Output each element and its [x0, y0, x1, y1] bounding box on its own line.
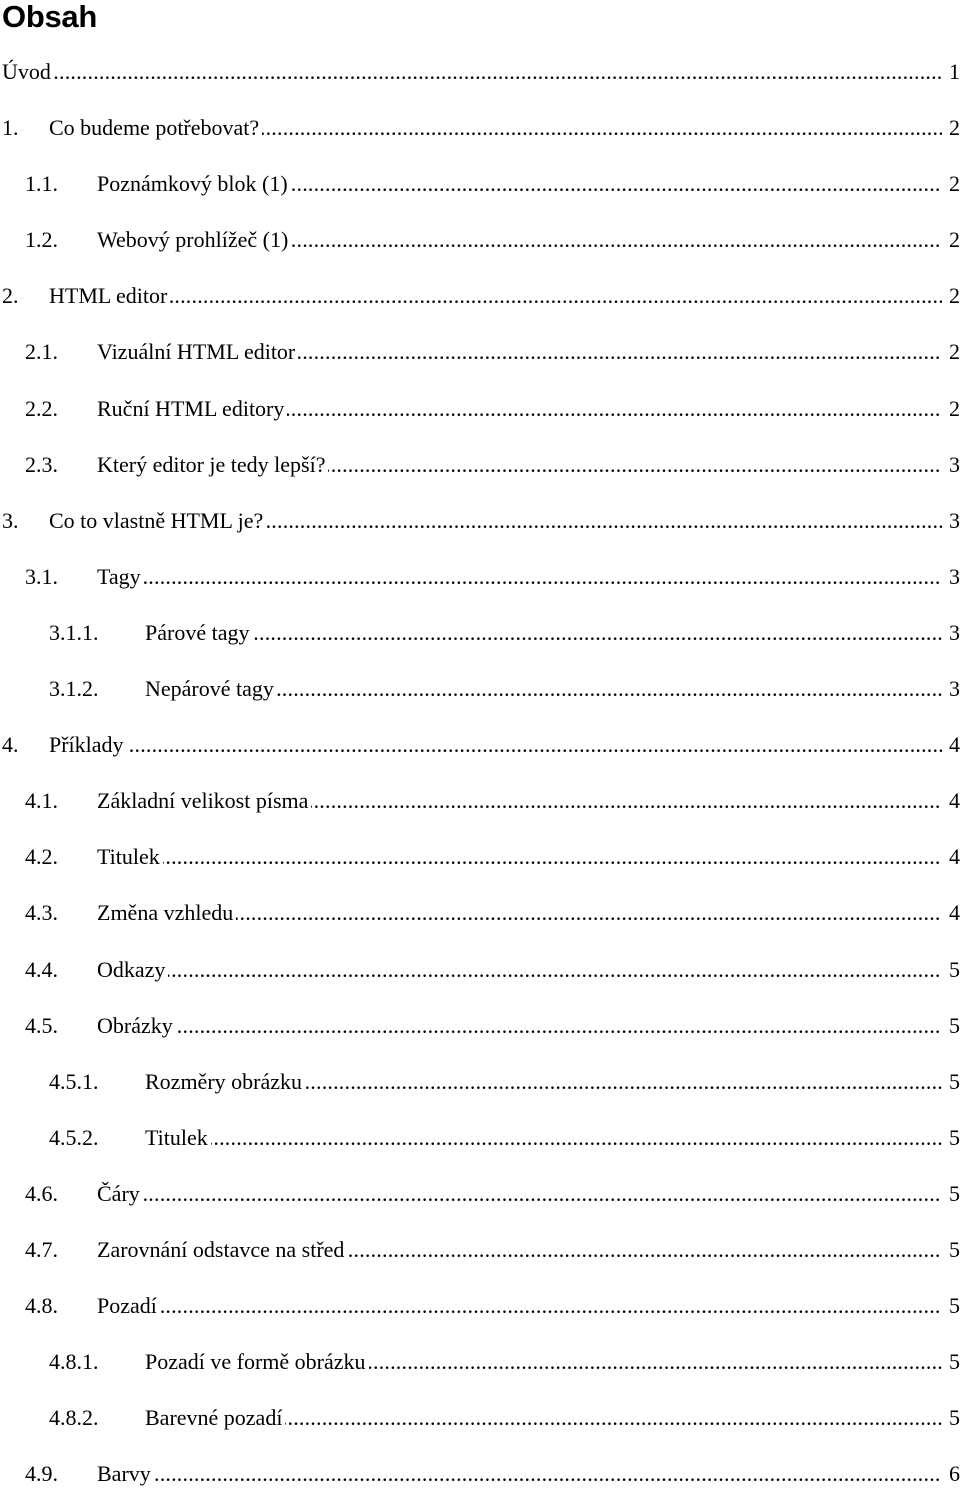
toc-entry-page: 5	[946, 1293, 960, 1319]
toc-entry-number: 4.	[2, 732, 22, 758]
toc-entry-title: Nepárové tagy	[145, 676, 277, 702]
toc-entry-title: Rozměry obrázku	[145, 1069, 305, 1095]
toc-entry-link[interactable]	[0, 283, 960, 309]
toc-entry	[0, 380, 960, 436]
toc-entry-title: Pozadí	[97, 1293, 160, 1319]
dot-leader	[49, 732, 942, 758]
toc-entry-link[interactable]	[0, 171, 960, 197]
toc-entry-page: 5	[946, 1405, 960, 1431]
toc-entry-page: 3	[946, 452, 960, 478]
toc-entry-link[interactable]	[0, 1293, 960, 1319]
toc-entry-title: Tagy	[97, 564, 144, 590]
toc-entry-number: 2.2.	[25, 396, 61, 422]
toc-entry-number: 1.	[2, 115, 22, 141]
toc-entry-number: 1.1.	[25, 171, 61, 197]
toc-entry	[0, 1221, 960, 1277]
toc-entry-title: Poznámkový blok (1)	[97, 171, 291, 197]
dot-leader	[97, 1293, 942, 1319]
toc-entry-page: 1	[946, 59, 960, 85]
toc-entry-number: 3.1.	[25, 564, 61, 590]
toc-entry-number: 1.2.	[25, 227, 61, 253]
toc-entry	[0, 716, 960, 772]
toc-entry-link[interactable]	[0, 732, 960, 758]
toc-entry-link[interactable]	[0, 59, 960, 85]
toc-entry-link[interactable]	[0, 115, 960, 141]
toc-heading: Obsah	[2, 0, 97, 34]
toc-entry-title: Pozadí ve formě obrázku	[145, 1349, 369, 1375]
toc-entry-number: 4.8.	[25, 1293, 61, 1319]
toc-entry-number: 4.6.	[25, 1181, 61, 1207]
dot-leader	[97, 844, 942, 870]
toc-entry-link[interactable]	[0, 1461, 960, 1487]
toc-entry-link[interactable]	[0, 957, 960, 983]
toc-entry-title: Titulek	[145, 1125, 211, 1151]
toc-entry-number: 3.1.1.	[49, 620, 102, 646]
toc-entry-page: 3	[946, 564, 960, 590]
toc-entry-link[interactable]	[0, 1069, 960, 1095]
toc-entry	[0, 211, 960, 267]
toc-entry	[0, 43, 960, 99]
toc-entry	[0, 1389, 960, 1445]
toc-entry-title: Vizuální HTML editor	[97, 339, 298, 365]
toc-entry-link[interactable]	[0, 1237, 960, 1263]
toc-entry-page: 6	[946, 1461, 960, 1487]
toc-entry-page: 4	[946, 844, 960, 870]
toc-entry-page: 2	[946, 339, 960, 365]
toc-entry-page: 5	[946, 1181, 960, 1207]
toc-entry	[0, 660, 960, 716]
toc-entry-title: Barvy	[97, 1461, 154, 1487]
toc-entry	[0, 99, 960, 155]
toc-entry	[0, 884, 960, 940]
toc-entry-link[interactable]	[0, 339, 960, 365]
toc-entry-page: 5	[946, 1125, 960, 1151]
toc-entry-title: Párové tagy	[145, 620, 252, 646]
toc-entry-link[interactable]	[0, 900, 960, 926]
toc-entry-number: 4.8.2.	[49, 1405, 102, 1431]
toc-entry-link[interactable]	[0, 676, 960, 702]
toc-entry-title: Obrázky	[97, 1013, 176, 1039]
toc-entry-page: 5	[946, 1349, 960, 1375]
dot-leader	[145, 1125, 942, 1151]
toc-entry-title: Ruční HTML editory	[97, 396, 287, 422]
toc-entry-page: 4	[946, 732, 960, 758]
toc-entry-link[interactable]	[0, 1181, 960, 1207]
toc-entry-page: 3	[946, 508, 960, 534]
dot-leader	[97, 1181, 942, 1207]
toc-entry	[0, 1165, 960, 1221]
toc-entry	[0, 997, 960, 1053]
toc-entry-number: 4.2.	[25, 844, 61, 870]
toc-entry-title: Co budeme potřebovat?	[49, 115, 262, 141]
dot-leader	[97, 564, 942, 590]
toc-entry-number: 4.1.	[25, 788, 61, 814]
toc-entry-page: 4	[946, 788, 960, 814]
toc-entry-number: 3.	[2, 508, 22, 534]
toc-entry	[0, 267, 960, 323]
toc-entry-link[interactable]	[0, 396, 960, 422]
toc-entry	[0, 1333, 960, 1389]
toc-entry-page: 4	[946, 900, 960, 926]
toc-entry-page: 5	[946, 1069, 960, 1095]
toc-entry-link[interactable]	[0, 1125, 960, 1151]
toc-entry	[0, 1053, 960, 1109]
toc-entry-number: 4.7.	[25, 1237, 61, 1263]
toc-entry-title: Změna vzhledu	[97, 900, 236, 926]
toc-entry-number: 4.3.	[25, 900, 61, 926]
toc-entry	[0, 772, 960, 828]
toc-entry-title: Barevné pozadí	[145, 1405, 285, 1431]
toc-entry	[0, 436, 960, 492]
toc-entry-number: 4.4.	[25, 957, 61, 983]
toc-entry	[0, 1109, 960, 1165]
dot-leader	[145, 620, 942, 646]
toc-entry	[0, 941, 960, 997]
dot-leader	[97, 1461, 942, 1487]
toc-entry-link[interactable]	[0, 227, 960, 253]
toc-entry-title: Co to vlastně HTML je?	[49, 508, 266, 534]
toc-entry-number: 3.1.2.	[49, 676, 102, 702]
toc-entry-title: Základní velikost písma	[97, 788, 311, 814]
toc-entry-link[interactable]	[0, 1013, 960, 1039]
toc-entry-page: 2	[946, 283, 960, 309]
toc-entry	[0, 155, 960, 211]
toc-entry-page: 2	[946, 396, 960, 422]
dot-leader	[97, 1013, 942, 1039]
toc-entry-title: Který editor je tedy lepší?	[97, 452, 328, 478]
toc-entry-number: 2.3.	[25, 452, 61, 478]
toc-entry-title: Příklady	[49, 732, 127, 758]
toc-entry-number: 4.8.1.	[49, 1349, 102, 1375]
toc-entry-link[interactable]	[0, 844, 960, 870]
toc-entry-title: Webový prohlížeč (1)	[97, 227, 291, 253]
toc-entry-link[interactable]	[0, 564, 960, 590]
toc-entry	[0, 1445, 960, 1501]
toc-entry-link[interactable]	[0, 508, 960, 534]
toc-entry	[0, 323, 960, 379]
toc-entry-page: 5	[946, 957, 960, 983]
toc-entry-title: Titulek	[97, 844, 163, 870]
dot-leader	[49, 283, 942, 309]
toc-entry-title: Odkazy	[97, 957, 168, 983]
toc-entry-title: Úvod	[2, 59, 54, 85]
toc-entry-title: HTML editor	[49, 283, 170, 309]
toc-entry	[0, 548, 960, 604]
dot-leader	[2, 59, 942, 85]
toc-entry-page: 2	[946, 227, 960, 253]
toc-entry-page: 5	[946, 1013, 960, 1039]
toc-list	[0, 43, 960, 1501]
toc-entry-page: 5	[946, 1237, 960, 1263]
toc-entry-page: 3	[946, 676, 960, 702]
toc-entry-link[interactable]	[0, 452, 960, 478]
toc-entry-number: 4.5.1.	[49, 1069, 102, 1095]
toc-entry-title: Čáry	[97, 1181, 143, 1207]
toc-entry	[0, 828, 960, 884]
toc-entry	[0, 492, 960, 548]
toc-entry-link[interactable]	[0, 1349, 960, 1375]
toc-entry-link[interactable]	[0, 788, 960, 814]
toc-entry-link[interactable]	[0, 1405, 960, 1431]
toc-entry	[0, 604, 960, 660]
toc-entry-page: 2	[946, 171, 960, 197]
toc-entry-page: 2	[946, 115, 960, 141]
toc-entry-number: 4.5.2.	[49, 1125, 102, 1151]
toc-entry-title: Zarovnání odstavce na střed	[97, 1237, 347, 1263]
toc-entry-number: 4.9.	[25, 1461, 61, 1487]
toc-entry-number: 2.1.	[25, 339, 61, 365]
toc-entry	[0, 1277, 960, 1333]
toc-entry-page: 3	[946, 620, 960, 646]
toc-entry-link[interactable]	[0, 620, 960, 646]
toc-entry-number: 2.	[2, 283, 22, 309]
dot-leader	[97, 957, 942, 983]
toc-entry-number: 4.5.	[25, 1013, 61, 1039]
